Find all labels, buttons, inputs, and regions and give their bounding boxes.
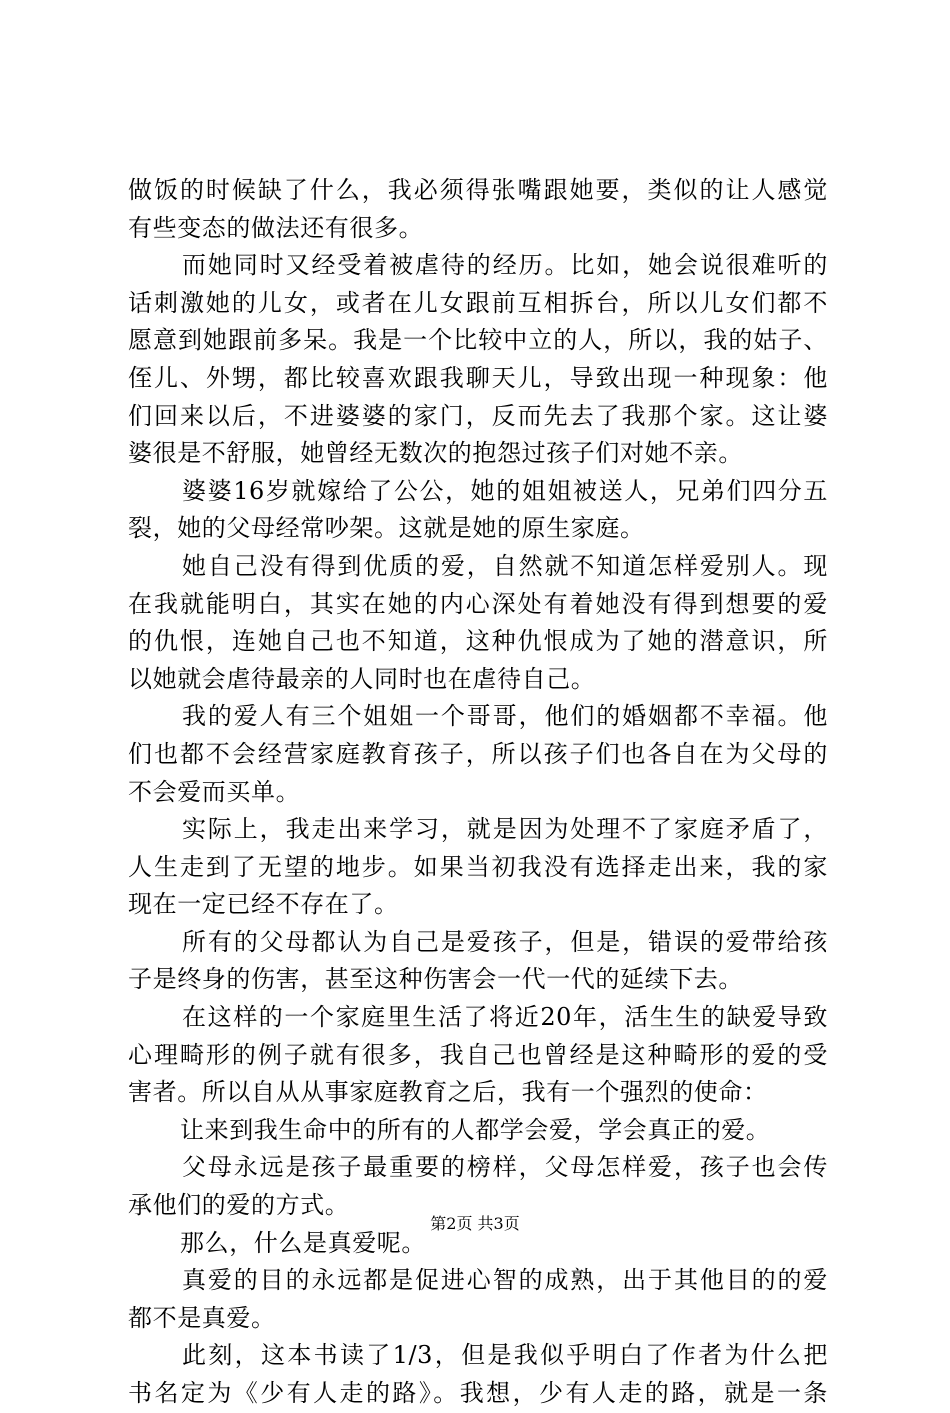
text-line: 们也都不会经营家庭教育孩子，所以孩子们也各自在为父母的 xyxy=(128,739,828,768)
text-line: 的仇恨，连她自己也不知道，这种仇恨成为了她的潜意识，所 xyxy=(128,627,828,656)
text-line: 在我就能明白，其实在她的内心深处有着她没有得到想要的爱 xyxy=(128,589,828,618)
text-line: 心理畸形的例子就有很多，我自己也曾经是这种畸形的爱的受 xyxy=(128,1040,828,1069)
text-line: 子是终身的伤害，甚至这种伤害会一代一代的延续下去。 xyxy=(128,965,743,994)
text-line: 侄儿、外甥，都比较喜欢跟我聊天儿，导致出现一种现象：他 xyxy=(128,363,828,392)
text-line: 以她就会虐待最亲的人同时也在虐待自己。 xyxy=(128,664,596,693)
text-line: 承他们的爱的方式。 xyxy=(128,1191,350,1220)
text-line: 真爱的目的永远都是促进心智的成熟，出于其他目的的爱 xyxy=(182,1266,828,1295)
text-line: 在这样的一个家庭里生活了将近20年，活生生的缺爱导致 xyxy=(182,1003,828,1032)
text-line: 所有的父母都认为自己是爱孩子，但是，错误的爱带给孩 xyxy=(182,927,828,956)
text-line: 不会爱而买单。 xyxy=(128,777,301,806)
text-line: 书名定为《少有人走的路》。我想，少有人走的路，就是一条 xyxy=(128,1379,828,1407)
text-line: 那么，什么是真爱呢。 xyxy=(180,1228,426,1257)
text-line: 婆婆16岁就嫁给了公公，她的姐姐被送人，兄弟们四分五 xyxy=(182,476,828,505)
text-line: 而她同时又经受着被虐待的经历。比如，她会说很难听的 xyxy=(182,251,828,280)
text-line: 婆很是不舒服，她曾经无数次的抱怨过孩子们对她不亲。 xyxy=(128,439,743,468)
text-line: 害者。所以自从从事家庭教育之后，我有一个强烈的使命： xyxy=(128,1078,768,1107)
text-line: 父母永远是孩子最重要的榜样，父母怎样爱，孩子也会传 xyxy=(182,1153,828,1182)
text-line: 现在一定已经不存在了。 xyxy=(128,890,399,919)
text-line: 此刻，这本书读了1/3，但是我似乎明白了作者为什么把 xyxy=(182,1341,828,1370)
text-line: 们回来以后，不进婆婆的家门，反而先去了我那个家。这让婆 xyxy=(128,401,828,430)
text-line: 我的爱人有三个姐姐一个哥哥，他们的婚姻都不幸福。他 xyxy=(182,702,828,731)
text-line: 有些变态的做法还有很多。 xyxy=(128,213,424,242)
text-line: 让来到我生命中的所有的人都学会爱，学会真正的爱。 xyxy=(180,1115,771,1144)
text-line: 裂，她的父母经常吵架。这就是她的原生家庭。 xyxy=(128,514,645,543)
page-number-footer: 第2页 共3页 xyxy=(430,1214,520,1233)
text-line: 她自己没有得到优质的爱，自然就不知道怎样爱别人。现 xyxy=(182,551,828,580)
text-line: 做饭的时候缺了什么，我必须得张嘴跟她要，类似的让人感觉 xyxy=(128,176,828,204)
text-line: 话刺激她的儿女，或者在儿女跟前互相拆台，所以儿女们都不 xyxy=(128,288,828,317)
text-line: 都不是真爱。 xyxy=(128,1303,276,1332)
text-line: 人生走到了无望的地步。如果当初我没有选择走出来，我的家 xyxy=(128,852,828,881)
text-line: 实际上，我走出来学习，就是因为处理不了家庭矛盾了， xyxy=(182,815,828,844)
text-line: 愿意到她跟前多呆。我是一个比较中立的人，所以，我的姑子、 xyxy=(128,326,828,355)
